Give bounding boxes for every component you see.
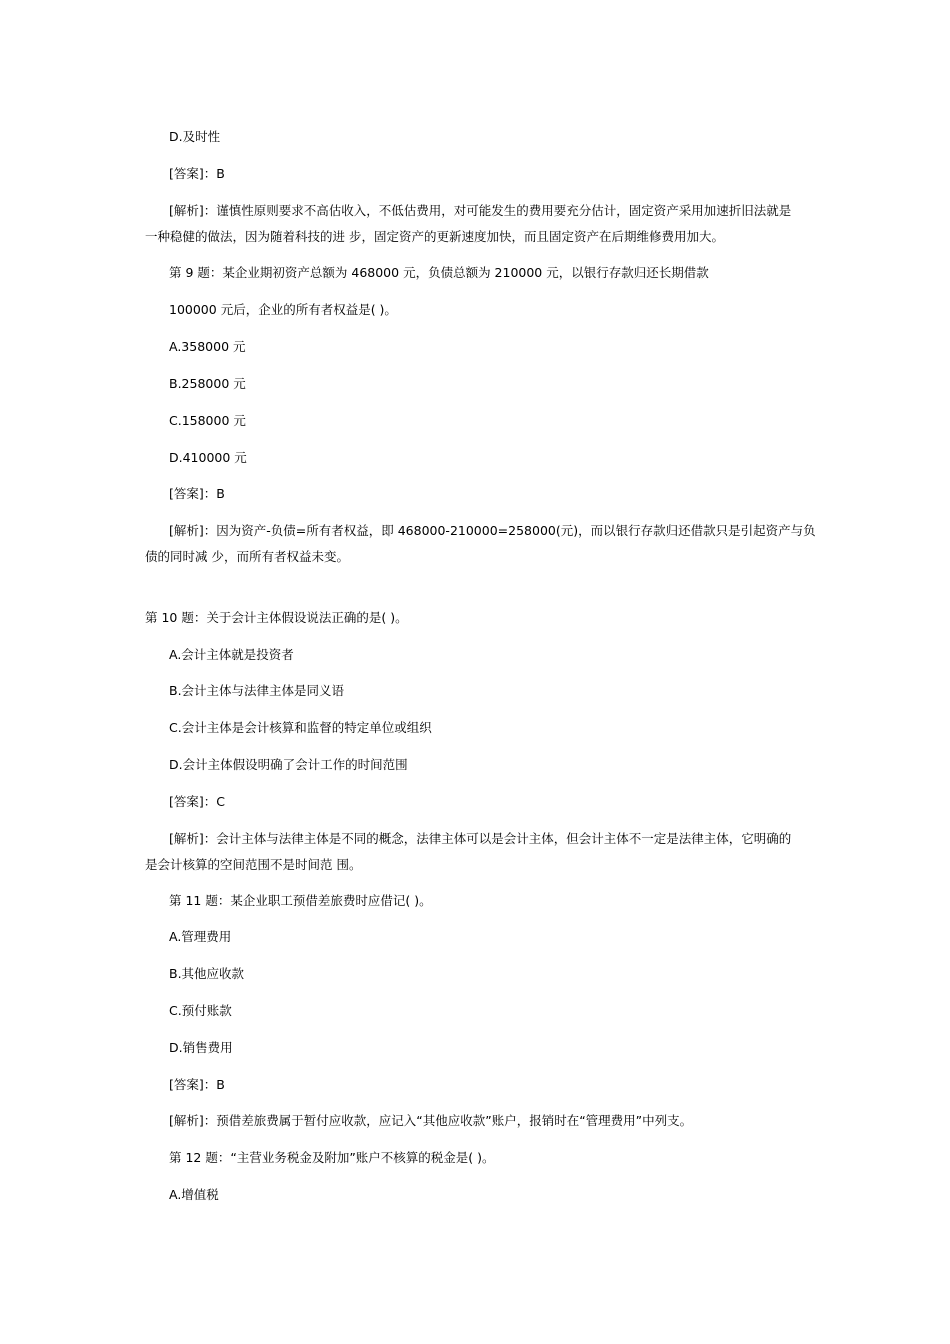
q9-stem-line-1: 第 9 题：某企业期初资产总额为 468000 元，负债总额为 210000 元，以银行存款归还长期借款 bbox=[169, 265, 709, 280]
q11-option-d: D.销售费用 bbox=[169, 1040, 233, 1055]
q10-option-b: B.会计主体与法律主体是同义语 bbox=[169, 683, 345, 698]
q8-answer: [答案]：B bbox=[169, 166, 225, 181]
q10-analysis-line-1: [解析]：会计主体与法律主体是不同的概念，法律主体可以是会计主体，但会计主体不一定是法律主体，它明确的 bbox=[169, 831, 792, 846]
q11-answer: [答案]：B bbox=[169, 1077, 225, 1092]
q9-analysis-line-1: [解析]：因为资产-负债=所有者权益，即 468000-210000=258000(元)，而以银行存款归还借款只是引起资产与负 bbox=[169, 523, 816, 538]
q9-analysis-line-2: 债的同时减 少，而所有者权益未变。 bbox=[145, 549, 349, 564]
q9-option-a: A.358000 元 bbox=[169, 339, 246, 354]
q9-option-b: B.258000 元 bbox=[169, 376, 246, 391]
q9-answer: [答案]：B bbox=[169, 486, 225, 501]
q8-option-d: D.及时性 bbox=[169, 129, 221, 144]
q10-stem: 第 10 题：关于会计主体假设说法正确的是( )。 bbox=[145, 610, 408, 625]
q11-stem: 第 11 题：某企业职工预借差旅费时应借记( )。 bbox=[169, 893, 432, 908]
q8-analysis-line-2: 一种稳健的做法，因为随着科技的进 步，固定资产的更新速度加快，而且固定资产在后期维修费用加大。 bbox=[145, 229, 724, 244]
q9-stem-line-2: 100000 元后，企业的所有者权益是( )。 bbox=[169, 302, 397, 317]
q10-answer: [答案]：C bbox=[169, 794, 225, 809]
q10-analysis-line-2: 是会计核算的空间范围不是时间范 围。 bbox=[145, 857, 362, 872]
q9-option-c: C.158000 元 bbox=[169, 413, 246, 428]
q11-option-a: A.管理费用 bbox=[169, 929, 232, 944]
q11-analysis: [解析]：预借差旅费属于暂付应收款，应记入“其他应收款”账户，报销时在“管理费用”中列支。 bbox=[169, 1113, 693, 1128]
q10-option-d: D.会计主体假设明确了会计工作的时间范围 bbox=[169, 757, 408, 772]
q8-analysis-line-1: [解析]：谨慎性原则要求不高估收入，不低估费用，对可能发生的费用要充分估计，固定资产采用加速折旧法就是 bbox=[169, 203, 792, 218]
q11-option-c: C.预付账款 bbox=[169, 1003, 232, 1018]
q10-option-c: C.会计主体是会计核算和监督的特定单位或组织 bbox=[169, 720, 432, 735]
q9-option-d: D.410000 元 bbox=[169, 450, 247, 465]
q12-option-a: A.增值税 bbox=[169, 1187, 219, 1202]
q11-option-b: B.其他应收款 bbox=[169, 966, 245, 981]
q10-option-a: A.会计主体就是投资者 bbox=[169, 647, 294, 662]
q12-stem: 第 12 题：“主营业务税金及附加”账户不核算的税金是( )。 bbox=[169, 1150, 495, 1165]
